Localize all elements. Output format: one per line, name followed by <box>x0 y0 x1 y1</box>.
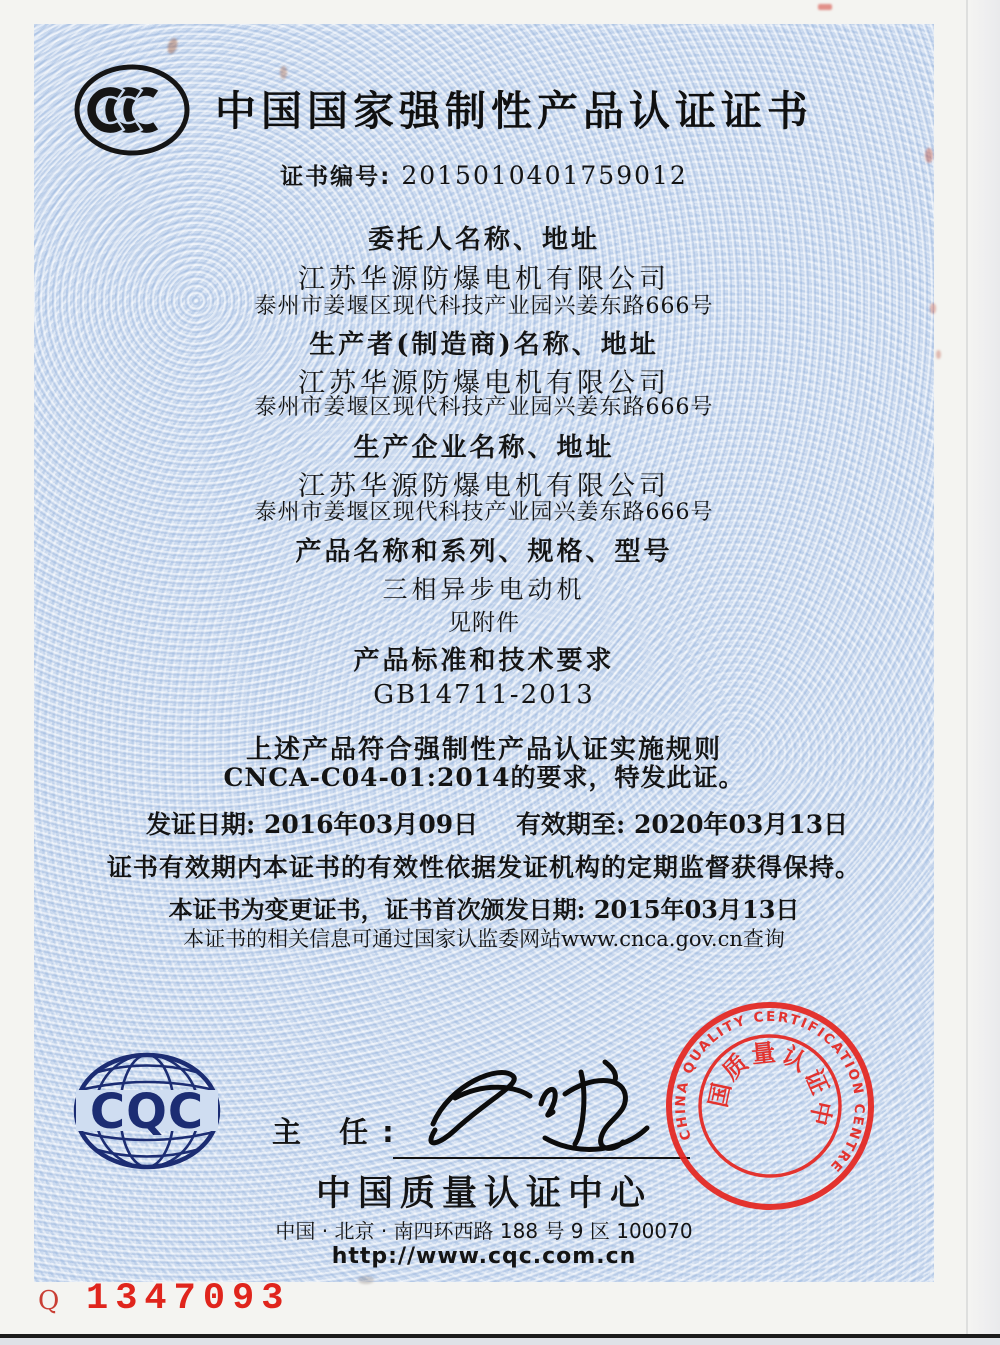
scan-stain <box>925 148 933 163</box>
issue-date-value: 2016年03月09日 <box>263 810 479 839</box>
applicant-name: 江苏华源防爆电机有限公司 <box>298 264 670 295</box>
factory-address: 泰州市姜堰区现代科技产业园兴姜东路666号 <box>254 500 714 525</box>
issue-date-label: 发证日期: <box>146 810 256 839</box>
manufacturer-address: 泰州市姜堰区现代科技产业园兴姜东路666号 <box>254 395 714 420</box>
product-name: 三相异步电动机 <box>382 575 586 604</box>
change-note-label: 本证书为变更证书，证书首次颁发日期: <box>168 895 586 924</box>
scan-stain <box>930 303 936 314</box>
stamp-ring-text: CHINA QUALITY CERTIFICATION CENTRE <box>672 1008 868 1176</box>
validity-note: 证书有效期内本证书的有效性依据发证机构的定期监督获得保持。 <box>106 853 861 882</box>
certificate-body <box>34 24 934 1282</box>
applicant-address: 泰州市姜堰区现代科技产业园兴姜东路666号 <box>254 294 714 319</box>
cqc-logo-icon <box>68 1048 226 1176</box>
signature-image <box>395 1046 695 1161</box>
valid-until <box>516 805 848 841</box>
manufacturer-name: 江苏华源防爆电机有限公司 <box>298 368 670 399</box>
info-note: 本证书的相关信息可通过国家认监委网站www.cnca.gov.cn查询 <box>183 927 785 951</box>
manufacturer-heading: 生产者(制造商)名称、地址 <box>309 330 659 360</box>
scan-stain <box>280 66 287 79</box>
factory-heading: 生产企业名称、地址 <box>353 433 615 463</box>
cqc-logo-text: CQC <box>89 1084 205 1140</box>
stamp-center-text: 中国质量认证中心 <box>704 1038 837 1131</box>
signature-line <box>393 1157 690 1159</box>
statement-line2: CNCA-C04-01:2014的要求，特发此证。 <box>223 763 745 792</box>
product-heading: 产品名称和系列、规格、型号 <box>295 537 673 567</box>
director-label: 主 任: <box>272 1115 408 1149</box>
valid-until-label: 有效期至: <box>516 810 626 839</box>
scan-bottom-strip <box>0 1338 1000 1345</box>
org-address: 中国 · 北京 · 南四环西路 188 号 9 区 100070 <box>275 1219 693 1243</box>
first-issue-date: 2015年03月13日 <box>593 895 800 924</box>
scan-stain <box>818 4 832 10</box>
cert-number-row <box>34 158 934 191</box>
org-website: http://www.cqc.com.cn <box>331 1244 637 1269</box>
serial-number: 1347093 <box>86 1278 291 1320</box>
standard-heading: 产品标准和技术要求 <box>353 646 615 676</box>
cert-number-value: 2015010401759012 <box>401 161 688 190</box>
serial-prefix: Q <box>38 1286 60 1316</box>
page-seam <box>966 0 968 1340</box>
factory-name: 江苏华源防爆电机有限公司 <box>298 471 670 502</box>
certificate-title: 中国国家强制性产品认证证书 <box>215 87 813 135</box>
standard-value: GB14711-2013 <box>373 680 595 710</box>
change-note <box>34 890 934 925</box>
issue-date <box>146 805 478 841</box>
statement-line1: 上述产品符合强制性产品认证实施规则 <box>245 735 722 765</box>
svg-text:CHINA QUALITY CERTIFICATION <box>664 996 880 1179</box>
applicant-heading: 委托人名称、地址 <box>367 225 600 255</box>
page-edge <box>966 0 1000 1345</box>
red-seal-stamp <box>660 996 880 1216</box>
org-name: 中国质量认证中心 <box>315 1174 652 1214</box>
cert-number-label: 证书编号: <box>280 164 392 190</box>
product-attachment-note: 见附件 <box>448 610 520 636</box>
valid-until-value: 2020年03月13日 <box>633 810 849 839</box>
scan-stain <box>936 350 941 359</box>
scan-stain <box>358 1276 374 1284</box>
